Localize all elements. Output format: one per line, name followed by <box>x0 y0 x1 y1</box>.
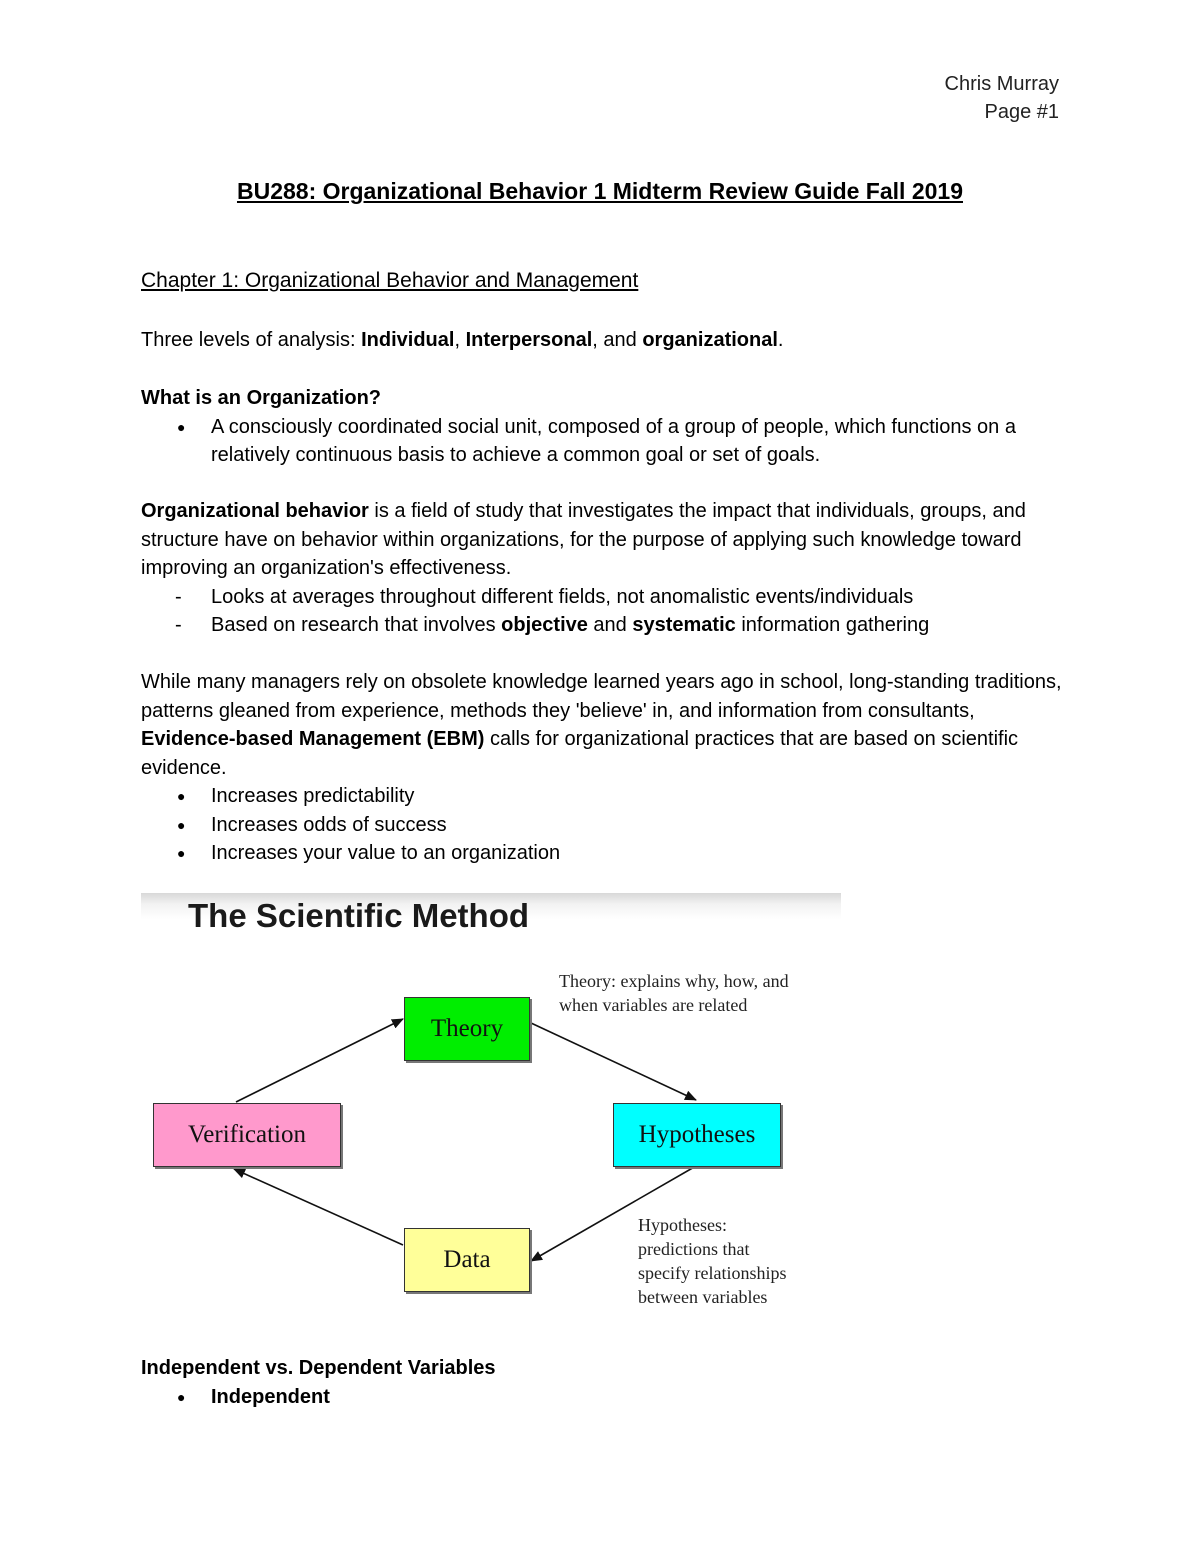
verification-box <box>153 1103 341 1167</box>
hypotheses-note-line: specify relationships <box>638 1263 787 1283</box>
list-item <box>141 782 1071 811</box>
levels-prefix: Three levels of analysis: <box>141 329 362 351</box>
ob-note-research-pre: Based on research that involves <box>211 614 502 636</box>
list-item <box>141 839 1071 868</box>
figure-title: The Scientific Method <box>188 897 530 934</box>
level-individual: Individual <box>361 329 455 351</box>
list-item <box>141 1383 1071 1412</box>
verification-label: Verification <box>187 1121 306 1148</box>
ebm-pre: While many managers rely on obsolete knowledge learned years ago in school, long-standing traditions, patterns gleaned from experience, methods they 'believe' in, and information from consultants, <box>141 671 1062 722</box>
list-item <box>141 811 1071 840</box>
data-box <box>404 1228 530 1292</box>
levels-sep2: , and <box>592 329 643 351</box>
theory-box <box>404 997 530 1061</box>
variables-section <box>141 1354 1071 1411</box>
ebm-section <box>141 668 1071 868</box>
what-is-organization-heading: What is an Organization? <box>141 387 382 409</box>
theory-label: Theory <box>430 1015 504 1042</box>
theory-note-line: when variables are related <box>559 995 748 1015</box>
ob-note-and: and <box>587 614 633 636</box>
ebm-benefits-list <box>141 782 1071 868</box>
list-item <box>141 413 1071 470</box>
document-title-text: BU288: Organizational Behavior 1 Midterm Review Guide Fall 2019 <box>236 178 963 204</box>
hypotheses-note-line: Hypotheses: <box>638 1215 727 1235</box>
data-label: Data <box>443 1246 491 1273</box>
ebm-benefit-3: Increases your value to an organization <box>211 842 561 864</box>
ebm-benefit-2: Increases odds of success <box>211 813 447 836</box>
scientific-method-figure <box>141 893 841 1323</box>
variable-independent: Independent <box>211 1385 330 1408</box>
hypotheses-note-line: between variables <box>638 1287 768 1307</box>
ebm-post: calls for organizational practices that are based on scientific evidence. <box>141 728 1019 779</box>
level-interpersonal: Interpersonal <box>465 329 593 351</box>
hypotheses-label: Hypotheses <box>638 1121 756 1148</box>
levels-end: . <box>777 329 784 351</box>
list-item <box>141 583 1071 612</box>
page-number: Page #1 <box>984 101 1059 123</box>
theory-note <box>559 969 789 1017</box>
organization-definition-list <box>141 413 1071 470</box>
ob-definition-text: is a field of study that investigates the impact that individuals, groups, and structure have on behavior within organizations, for the purpose of applying such knowledge toward improving an organization's effectiveness. <box>141 500 1026 579</box>
arrow-theory-to-hypotheses <box>531 1023 696 1100</box>
ob-definition-paragraph <box>141 497 1071 583</box>
variables-heading: Independent vs. Dependent Variables <box>141 1357 496 1379</box>
page-header <box>945 70 1059 126</box>
hypotheses-note <box>638 1213 786 1309</box>
what-is-organization-section <box>141 384 1071 470</box>
ob-note-objective: objective <box>501 614 588 636</box>
levels-sep1: , <box>454 329 466 351</box>
ob-notes-list <box>141 583 1071 640</box>
ob-note-systematic: systematic <box>632 614 736 636</box>
ebm-paragraph <box>141 668 1071 782</box>
ebm-term: Evidence-based Management (EBM) <box>141 728 485 750</box>
level-organizational: organizational <box>642 329 778 351</box>
ob-note-averages: Looks at averages throughout different fields, not anomalistic events/individuals <box>211 585 914 608</box>
ebm-benefit-1: Increases predictability <box>211 785 415 807</box>
variables-list <box>141 1383 1071 1412</box>
ob-term: Organizational behavior <box>141 500 369 522</box>
author-name: Chris Murray <box>944 73 1059 95</box>
list-item <box>141 611 1071 640</box>
organization-definition: A consciously coordinated social unit, composed of a group of people, which functions on a relatively continuous basis to achieve a common goal or set of goals. <box>211 415 1016 466</box>
arrow-verification-to-theory <box>236 1019 403 1102</box>
theory-note-line: Theory: explains why, how, and <box>559 971 789 991</box>
hypotheses-note-line: predictions that <box>638 1239 750 1259</box>
levels-of-analysis <box>141 326 1071 355</box>
arrow-data-to-verification <box>234 1169 403 1245</box>
chapter-heading: Chapter 1: Organizational Behavior and Management <box>141 269 639 292</box>
ob-note-research-post: information gathering <box>735 614 930 636</box>
hypotheses-box <box>613 1103 781 1167</box>
chapter-heading-block <box>141 267 1071 296</box>
document-title <box>0 178 1200 205</box>
ob-definition-section <box>141 497 1071 640</box>
